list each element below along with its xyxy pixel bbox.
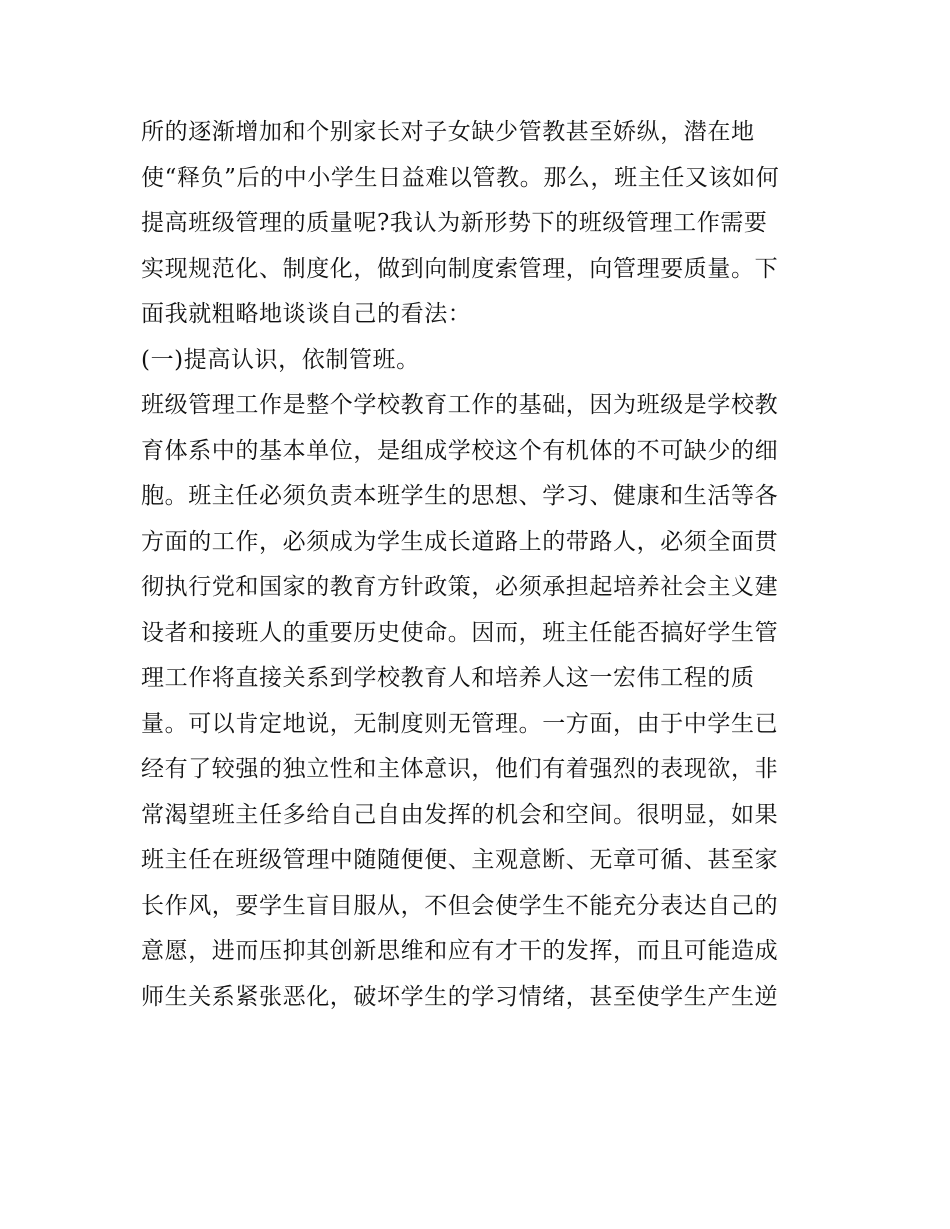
text-line: 胞。班主任必须负责本班学生的思想、学习、健康和生活等各	[141, 483, 779, 509]
text-line: 使“释负”后的中小学生日益难以管教。那么，班主任又该如何	[141, 164, 780, 191]
text-line: 量。可以肯定地说，无制度则无管理。一方面，由于中学生已	[141, 710, 779, 737]
text-line: 理工作将直接关系到学校教育人和培养人这一宏伟工程的质	[141, 665, 755, 691]
text-line: 实现规范化、制度化，做到向制度索管理，向管理要质量。下	[141, 255, 779, 282]
text-line: 面我就粗略地谈谈自己的看法：	[141, 301, 472, 327]
text-line: 师生关系紧张恶化，破坏学生的学习情绪，甚至使学生产生逆	[141, 983, 779, 1010]
text-line: 育体系中的基本单位，是组成学校这个有机体的不可缺少的细	[141, 437, 779, 464]
text-line: 经有了较强的独立性和主体意识，他们有着强烈的表现欲，非	[141, 756, 779, 782]
body-text	[141, 110, 821, 1020]
text-line: 意愿，进而压抑其创新思维和应有才干的发挥，而且可能造成	[141, 938, 779, 964]
text-line: 设者和接班人的重要历史使命。因而，班主任能否搞好学生管	[141, 619, 779, 646]
text-line: 所的逐渐增加和个别家长对子女缺少管教甚至娇纵，潜在地	[141, 119, 755, 145]
text-line: 方面的工作，必须成为学生成长道路上的带路人，必须全面贯	[141, 528, 779, 555]
text-line: 提高班级管理的质量呢?我认为新形势下的班级管理工作需要	[141, 210, 768, 236]
text-line: 班级管理工作是整个学校教育工作的基础，因为班级是学校教	[141, 392, 779, 418]
text-line: 常渴望班主任多给自己自由发挥的机会和空间。很明显，如果	[141, 801, 779, 828]
text-line: 彻执行党和国家的教育方针政策，必须承担起培养社会主义建	[141, 574, 779, 600]
text-line: 长作风，要学生盲目服从，不但会使学生不能充分表达自己的	[141, 892, 779, 919]
section-heading: (一)提高认识，依制管班。	[141, 346, 420, 373]
text-line: 班主任在班级管理中随随便便、主观意断、无章可循、甚至家	[141, 847, 779, 873]
